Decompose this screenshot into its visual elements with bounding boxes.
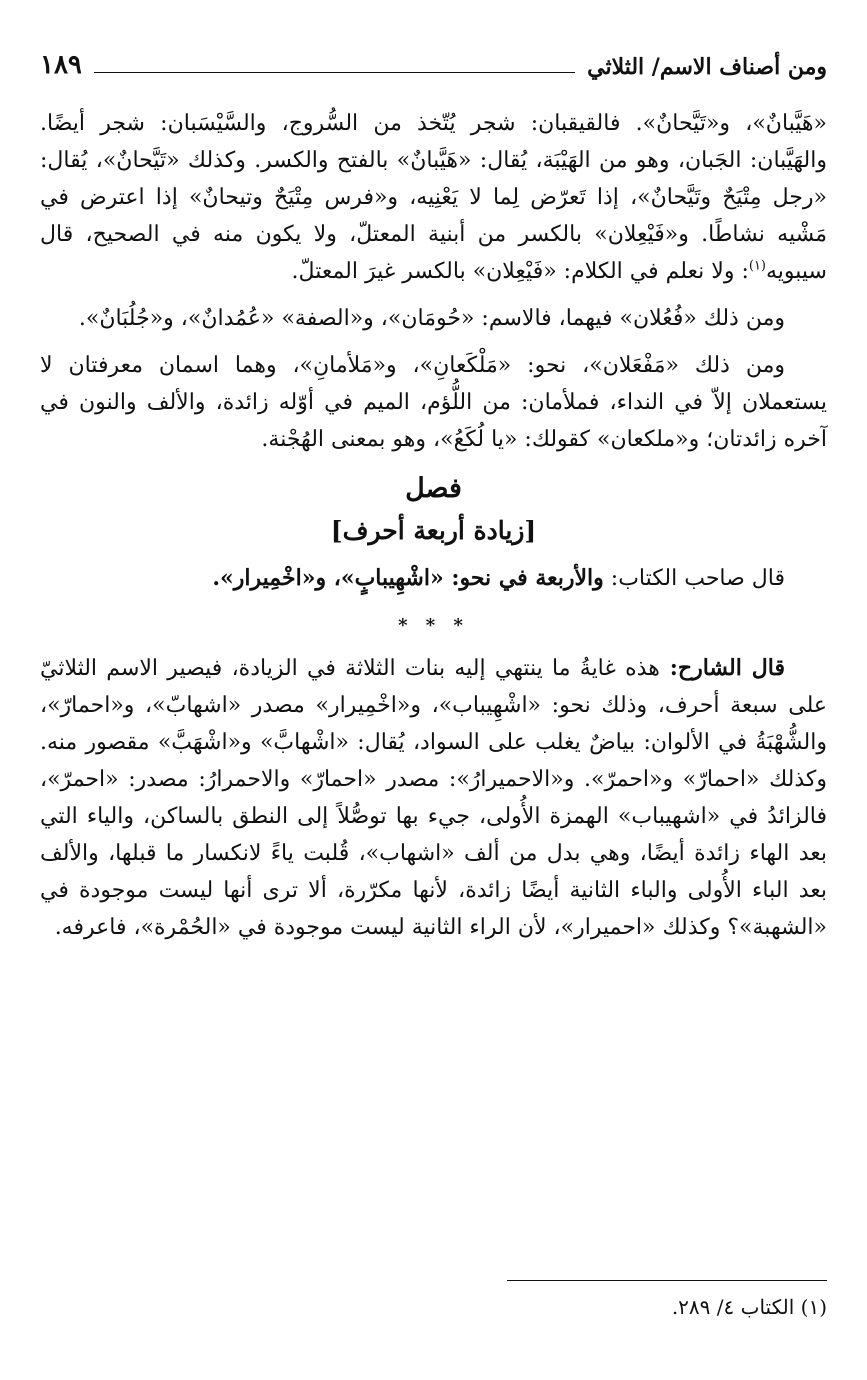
footnote: (١) الكتاب ٤/ ٢٨٩. xyxy=(671,1295,827,1319)
author-quote-text: والأربعة في نحو: «اشْهِيبابٍ»، و«اخْمِيرار». xyxy=(212,565,604,591)
commentary-paragraph xyxy=(40,650,827,946)
paragraph-2: ومن ذلك «فُعُلان» فيهما، فالاسم: «حُومَان»، و«الصفة» «عُمُدانٌ»، و«جُلُبَانٌ». xyxy=(78,306,785,331)
author-quote xyxy=(40,560,827,597)
commentary-lead: قال الشارح: xyxy=(659,655,785,681)
paragraph-1-text: «هَيَّبانٌ»، و«تَيَّحانٌ». فالقيقبان: شجر يُتّخذ من السُّروج، والسَّيْسَبان: شجر أيضًا. والهَيَّبان: الجَبان، وهو من الهَيْبَة، يُقال: «هَيَّبانٌ» بالفتح والكسر. وكذلك «تَيَّحانٌ»، يُقال: «رجل مِتْيَحٌ وتَيَّحانٌ»، إذا تَعرّض لِما لا يَعْنِيه، و«فرس مِتْيَحٌ وتيحانٌ» إذا اعترض في مَشْيه نشاطًا. و«فَيْعِلان» بالكسر من أبنية المعتلّ، ولا يكون منه في الصحيح، قال سيبويه xyxy=(40,111,827,284)
running-title: ومن أصناف الاسم/ الثلاثي xyxy=(587,54,827,80)
commentary-text: هذه غايةُ ما ينتهي إليه بنات الثلاثة في الزيادة، فيصير الاسم الثلاثيّ على سبعة أحرف، وذلك نحو: «اشْهِيباب»، و«اخْمِيرار» مصدر «اشهابّ»، و«احمارّ»، والشُّهْبَةُ في الألوان: بياضٌ يغلب على السواد، يُقال: «اشْهابَّ» و«اشْهَبَّ» مقصور منه. وكذلك «احمارّ» و«احمرّ». و«الاحميرارُ»: مصدر «احمارّ» والاحمرارُ: مصدر: «احمرّ»، فالزائدُ في «اشهيباب» الهمزة الأُولى، جيء بها توصُّلاً إلى النطق بالساكن، والياء التي بعد الهاء زائدة أيضًا، وهي بدل من ألف «اشهاب»، قُلبت ياءً لانكسار ما قبلها، والألف بعد الباء الأُولى والباء الثانية أيضًا زائدة، لأنها مكرّرة، ألا ترى أنها ليست موجودة في «الشهبة»؟ وكذلك «احميرار»، لأن الراء الثانية ليست موجودة في «الحُمْرة»، فاعرفه. xyxy=(40,656,827,940)
section-subtitle: [زيادة أربعة أحرف] xyxy=(330,516,537,545)
footnote-rule xyxy=(507,1280,827,1281)
page-body xyxy=(40,105,827,956)
paragraph-1 xyxy=(40,105,827,290)
author-quote-intro: قال صاحب الكتاب: xyxy=(603,566,785,591)
page-number: ١٨٩ xyxy=(40,50,82,80)
paragraph-3: ومن ذلك «مَفْعَلان»، نحو: «مَلْكَعانِ»، و«مَلأمانِ»، وهما اسمان معرفتان لا يستعملان إلاّ في النداء، فملأمان: من اللُّؤم، الميم في أوّله زائدة، والألف والنون في آخره زائدتان؛ و«ملكعان» كقولك: «يا لُكَعُ»، وهو بمعنى الهُجْنة. xyxy=(40,353,827,452)
section-separator: * * * xyxy=(398,615,469,636)
section-title: فصل xyxy=(405,473,462,504)
header-rule xyxy=(94,72,575,73)
footnote-reference: (١) xyxy=(748,258,766,274)
page-header xyxy=(40,40,827,80)
paragraph-1-end: : ولا نعلم في الكلام: «فَيْعِلان» بالكسر غيرَ المعتلّ. xyxy=(291,259,749,284)
